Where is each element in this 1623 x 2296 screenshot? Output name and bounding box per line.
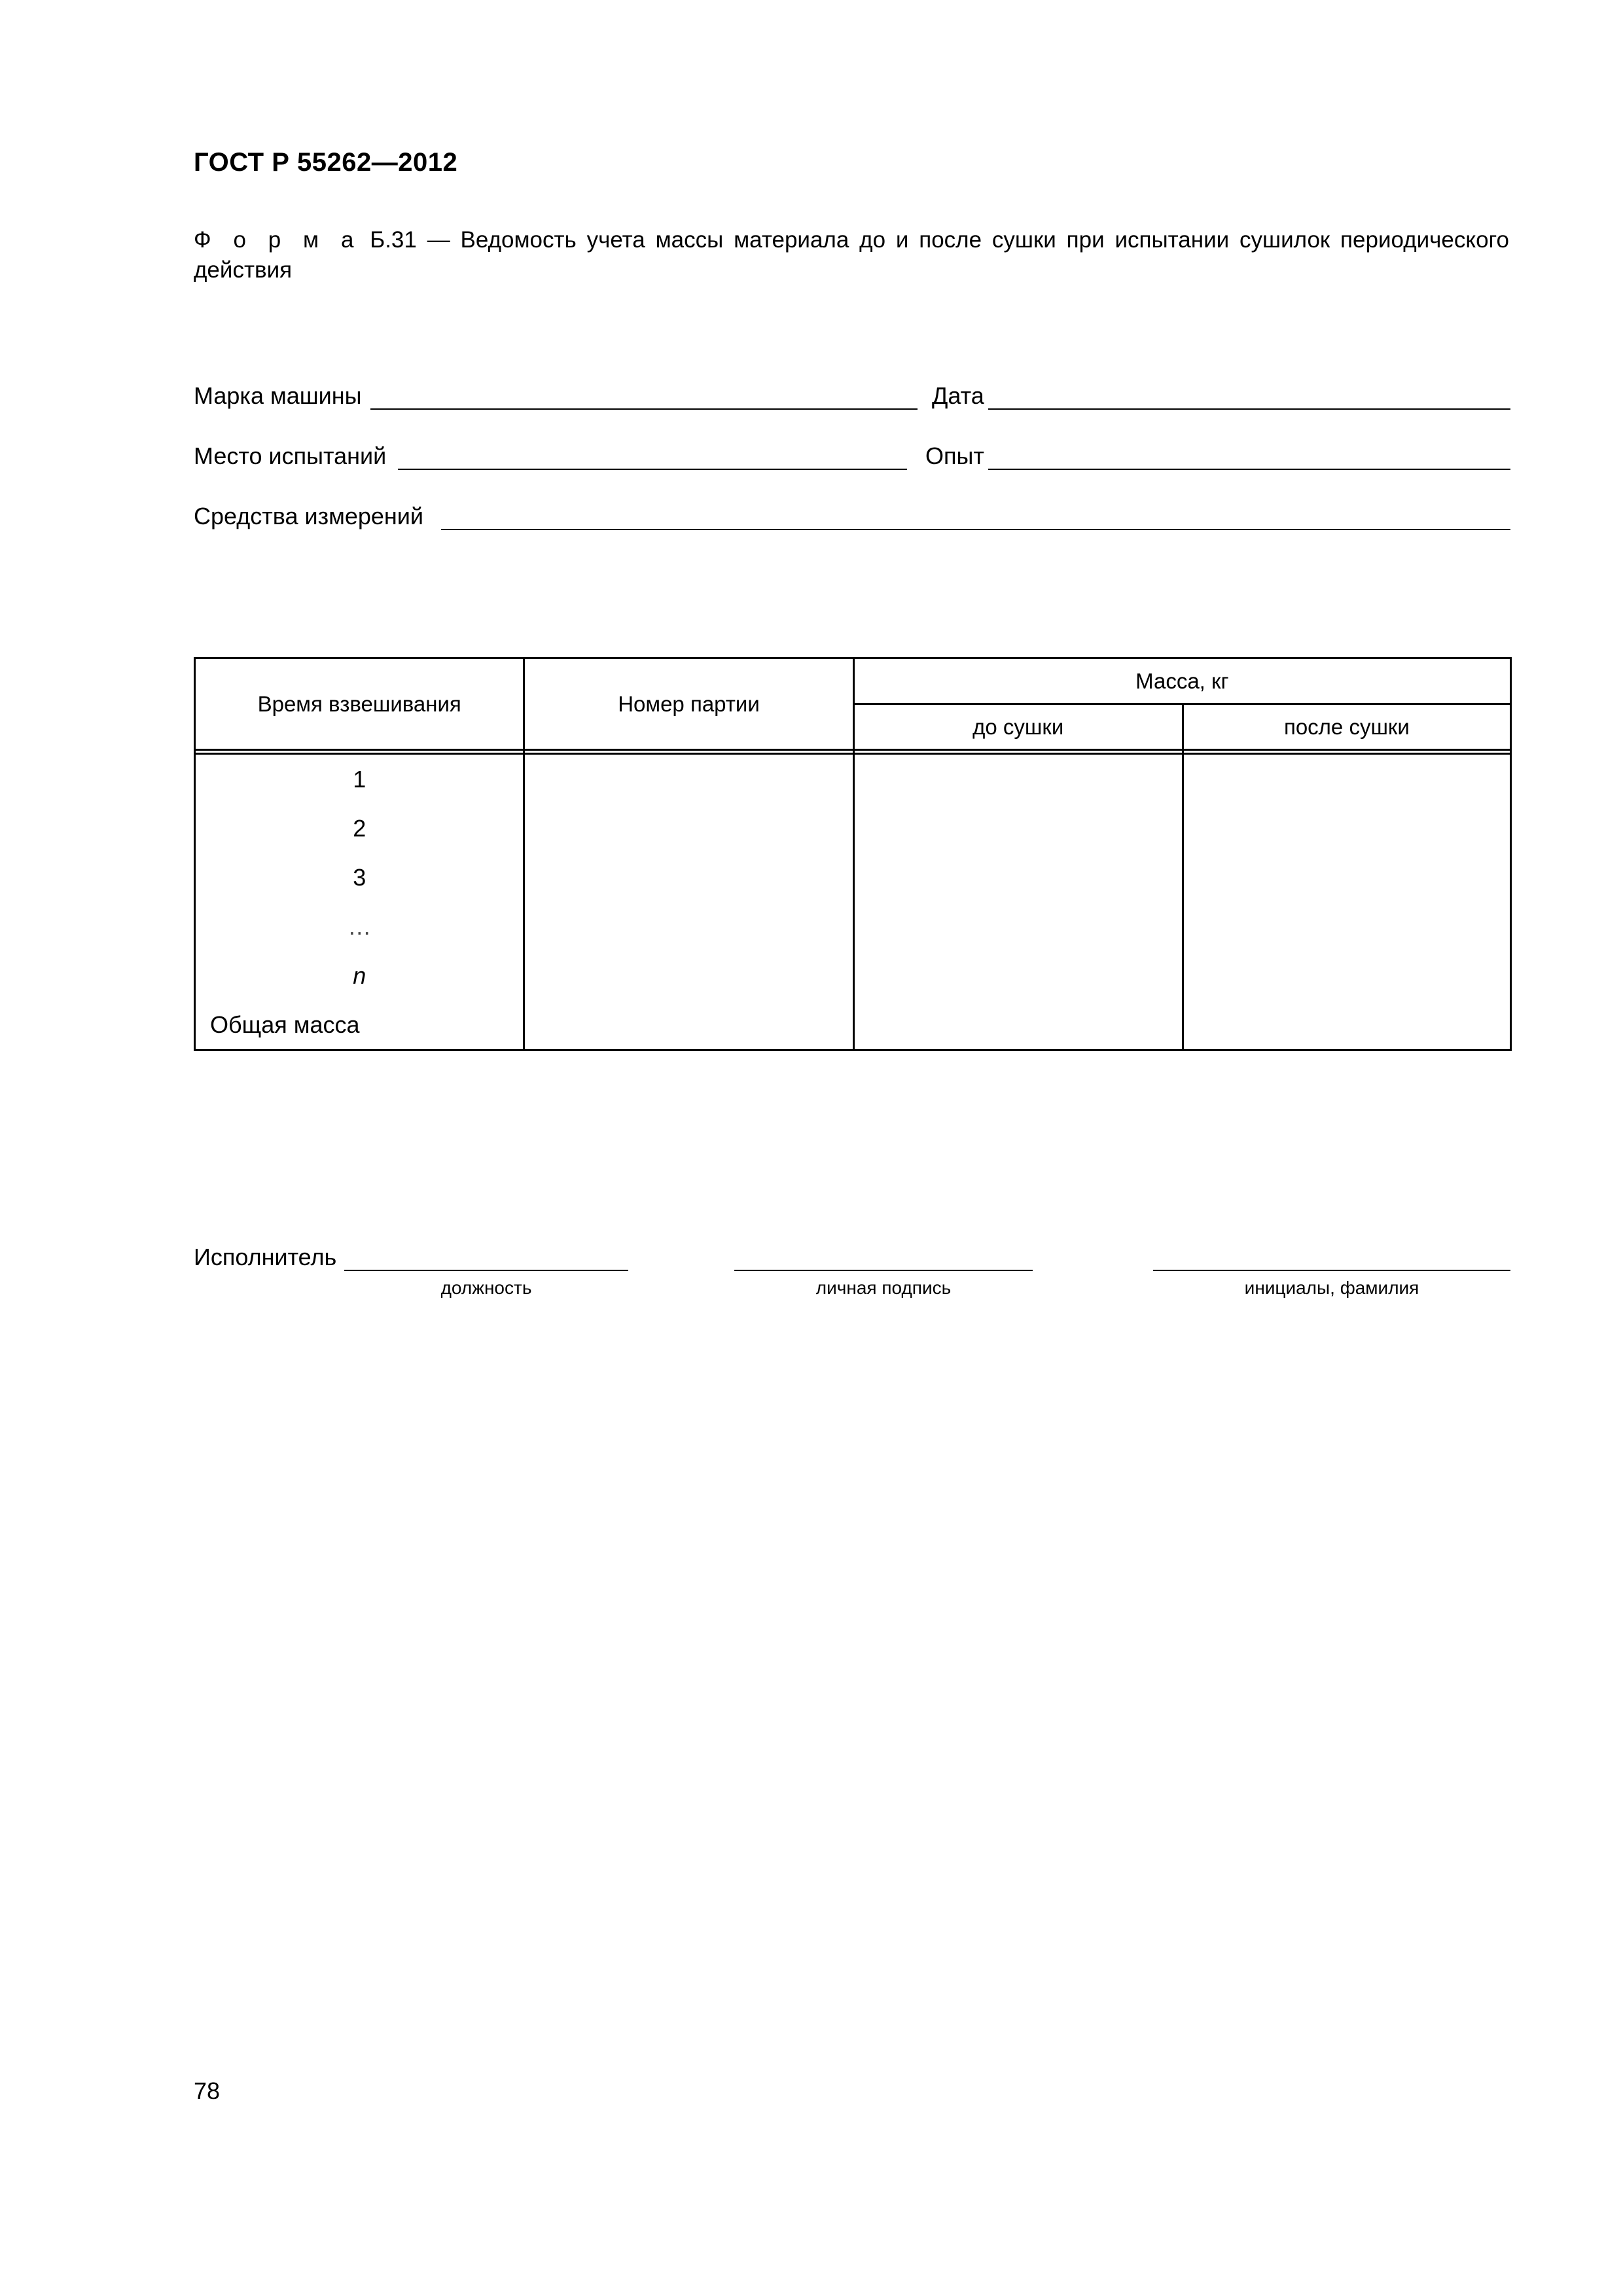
machine-brand-label: Марка машины <box>194 382 362 409</box>
form-caption-prefix: Ф о р м а <box>194 227 360 253</box>
row-label: 2 <box>353 815 366 842</box>
instruments-label: Средства измерений <box>194 503 424 529</box>
form-caption <box>194 225 1509 285</box>
after-drying-column-body[interactable] <box>1183 754 1510 1050</box>
row-label: 1 <box>353 766 366 793</box>
document-code: ГОСТ Р 55262—2012 <box>194 148 458 177</box>
position-line[interactable] <box>344 1270 628 1271</box>
header-after-drying: после сушки <box>1183 704 1510 750</box>
name-line[interactable] <box>1153 1270 1510 1271</box>
page-number: 78 <box>194 2077 221 2104</box>
experiment-input-line[interactable] <box>988 469 1510 470</box>
header-time: Время взвешивания <box>195 658 524 750</box>
date-label: Дата <box>932 382 984 409</box>
row-label: n <box>353 962 366 989</box>
row-label-total: Общая масса <box>210 1011 360 1038</box>
executor-label: Исполнитель <box>194 1244 337 1270</box>
header-before-drying: до сушки <box>853 704 1183 750</box>
signature-caption: личная подпись <box>815 1278 952 1298</box>
form-caption-text: Б.31 — Ведомость учета массы материала до и после сушки при испытании сушилок периодического действия <box>194 227 1509 283</box>
header-batch: Номер партии <box>524 658 853 750</box>
name-caption: инициалы, фамилия <box>1244 1278 1419 1298</box>
time-column-body <box>195 754 524 1050</box>
before-drying-column-body[interactable] <box>853 754 1183 1050</box>
position-caption: должность <box>440 1278 532 1298</box>
experiment-label: Опыт <box>925 442 984 469</box>
row-label: … <box>348 913 372 940</box>
instruments-input-line[interactable] <box>441 529 1510 530</box>
batch-column-body[interactable] <box>524 754 853 1050</box>
signature-line[interactable] <box>734 1270 1033 1271</box>
test-site-label: Место испытаний <box>194 442 387 469</box>
header-mass: Масса, кг <box>853 658 1510 704</box>
date-input-line[interactable] <box>988 408 1510 410</box>
mass-table <box>194 657 1512 1051</box>
row-label: 3 <box>353 864 366 891</box>
test-site-input-line[interactable] <box>398 469 907 470</box>
machine-brand-input-line[interactable] <box>370 408 918 410</box>
